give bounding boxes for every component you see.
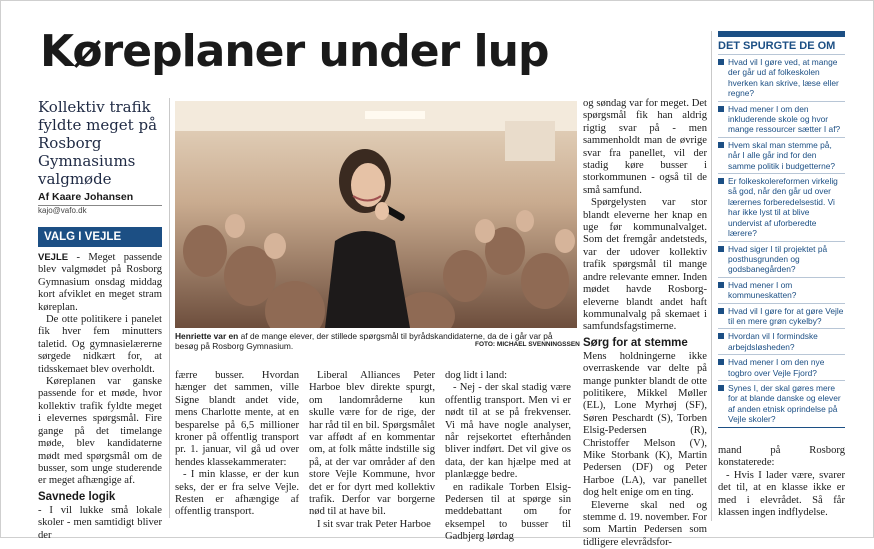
paragraph: - I vil lukke små lokale skoler - men samtidigt bliver der [38, 504, 162, 541]
paragraph: - Hvis I lader være, svarer det til, at en klasse ikke er med i elevrådet. Så får klassen ingen indflydelse. [718, 469, 845, 519]
author-email[interactable]: kajo@vafo.dk [38, 206, 87, 215]
paragraph: - Nej - der skal stadig være offentlig transport. Men vi er nødt til at se på frekvenser. Vi må have nogle analyser, når rejsekortet efterhånden bliver indført. Det vil give os data, der kan hjælpe med at planlægge bedre. [445, 382, 571, 481]
question-item [718, 380, 845, 427]
headline: Køreplaner under lup [40, 26, 549, 77]
photo-illustration [175, 101, 577, 328]
question-text: Hvad vil I gøre ved, at mange der går ud af folkeskolen hverken kan skrive, læse eller regne? [728, 57, 839, 99]
question-text: Hvem skal man stemme på, når I alle går ind for den samme politik i budgetterne? [728, 139, 836, 171]
article-photo [175, 101, 577, 328]
question-text: Hvad mener I om den inkluderende skole og hvor mange ressourcer sætter I af? [728, 103, 841, 135]
questions-box-title: DET SPURGTE DE OM [718, 40, 836, 52]
paragraph: - I min klasse, er der kun seks, der er fra selve Vejle. Resten er afhængige af offentlig transport. [175, 469, 299, 518]
paragraph: Liberal Alliances Peter Harboe blev direkte spurgt, om landområderne kun skulle være for de rige, der har råd til en bil. Spørgsmålet var affødt af en kommentar om, at folk måtte indstille sig på, at der var områder af den store Vejle Kommune, hvor det er for dyrt med kollektiv trafik. Derfor var borgerne nød til at have bil. [309, 370, 435, 518]
square-bullet-icon [718, 359, 724, 365]
question-text: Hvad vil I gøre for at gøre Vejle til en mere grøn cykelby? [728, 305, 844, 326]
byline: Af Kaare Johansen [38, 191, 162, 206]
paragraph: mand på Rosborg konstaterede: [718, 445, 845, 469]
paragraph: De otte politikere i panelet fik hver fem minutters taletid. Og gymnasielærerne sørgede nidkært for, at tidsskemaet blev overholdt. [38, 314, 162, 375]
question-text: Hvad mener I om den nye togbro over Vejle Fjord? [728, 357, 825, 378]
square-bullet-icon [718, 142, 724, 148]
paragraph: Eleverne skal ned og stemme d. 19. november. For som Martin Pedersen som tidligere elevrådsfor- [583, 499, 707, 548]
square-bullet-icon [718, 178, 724, 184]
article-column-5 [583, 98, 707, 549]
square-bullet-icon [718, 246, 724, 252]
subheading: Savnede logik [38, 490, 116, 503]
square-bullet-icon [718, 385, 724, 391]
square-bullet-icon [718, 59, 724, 65]
question-text: Hvad mener I om kommuneskatten? [728, 279, 797, 301]
question-item [718, 328, 845, 354]
subheading: Sørg for at stemme [583, 336, 688, 349]
article-column-3 [309, 370, 435, 531]
question-item [718, 241, 845, 277]
article-column-2 [175, 370, 299, 519]
square-bullet-icon [718, 106, 724, 112]
questions-box-bar [718, 31, 845, 37]
paragraph: Mens holdningerne ikke overraskende var delte på mange punkter blandt de otte politikere, Mikkel Møller (EL), Lone Myrhøj (SF), Søren Peschardt (S), Torben Elsig-Pedersen (R), Christoffer Melson (V), Mike Storbank (K), Martin Pedersen (DF) og Peter Harboe (LA), var panellet dog helt enige om en ting. [583, 350, 707, 499]
question-item [718, 354, 845, 380]
paragraph: VEJLE - Meget passende blev valgmødet på Rosborg Gymnasium onsdag middag kort afviklet en meget stram køreplan. [38, 252, 162, 313]
square-bullet-icon [718, 308, 724, 314]
photo-credit: FOTO: MICHAEL SVENNINGSSEN [475, 341, 580, 348]
question-text: Er folkeskolereformen virkelig så god, når den går ud over lærernes forberedelsestid. Vi har ikke lyst til at blive undervist af uforberedte lærere? [728, 176, 838, 239]
article-column-6 [718, 445, 845, 519]
question-text: Hvad siger I til projektet på posthusgrunden og godsbanegården? [728, 243, 828, 275]
question-item [718, 54, 845, 101]
photo-caption: Henriette var en af de mange elever, der stillede spørgsmål til byrådskandidaterne, da de i går var på besøg på Rosborg Gymnasium. [175, 331, 553, 351]
square-bullet-icon [718, 282, 724, 288]
paragraph: Spørgelysten var stor blandt eleverne her knap en uge før kommunalvalget. Som det fremgår andetsteds, var der udover kollektiv trafik spørgsmål til mange andre relevante emner. Inden mødet havde Rosborg-eleverne blandt andet haft kommunalvalg på skemaet i samfundsfagstimerne. [583, 197, 707, 333]
questions-box-end-rule [718, 427, 845, 430]
article-column-4 [445, 370, 571, 544]
question-text: Synes I, der skal gøres mere for at blande danske og elever af anden etnisk oprindelse på Vejle skoler? [728, 382, 841, 425]
question-item [718, 173, 845, 240]
column-divider [711, 31, 712, 521]
question-item [718, 101, 845, 137]
section-banner: VALG I VEJLE [38, 227, 162, 247]
question-text: Hvordan vil I formindske arbejdsløsheden? [728, 331, 818, 352]
article-column-1 [38, 252, 162, 542]
deck: Kollektiv trafik fyldte meget på Rosborg Gymnasiums valgmøde [38, 98, 158, 188]
questions-list [718, 54, 845, 427]
questions-box [718, 31, 845, 430]
question-item [718, 277, 845, 303]
column-divider [169, 98, 170, 518]
paragraph: færre busser. Hvordan hænger det sammen, ville Signe blandt andet vide, mens Charlotte mente, at en besparelse på 6,5 millioner kroner på offentlig transport pr. 1. januar, vil gå ud over hendes klassekammerater: [175, 370, 299, 468]
paragraph: Køreplanen var ganske passende for et møde, hvor kollektiv trafik fyldte meget i elevernes spørgsmål. Fire gange på det timelange møde, blev kandidaterne mødt med spørgsmål om de busser, som unge studerende er meget afhængige af. [38, 376, 162, 487]
paragraph: I sit svar trak Peter Harboe [317, 518, 431, 530]
dateline: VEJLE [38, 252, 69, 263]
square-bullet-icon [718, 333, 724, 339]
paragraph: dog lidt i land: [445, 370, 508, 381]
paragraph: en radikale Torben Elsig-Pedersen til at spørge sin meddebattant om for eksempel to busser til Gadbjerg lørdag [445, 481, 571, 543]
question-item [718, 303, 845, 329]
question-item [718, 137, 845, 173]
paragraph: og søndag var for meget. Det spørgsmål fik han aldrig rigtig svar på - men sammenholdt man de øvrige svar fra panellet, vil der stadig køre busser i storkommunen - også til de små samfund. [583, 98, 707, 196]
